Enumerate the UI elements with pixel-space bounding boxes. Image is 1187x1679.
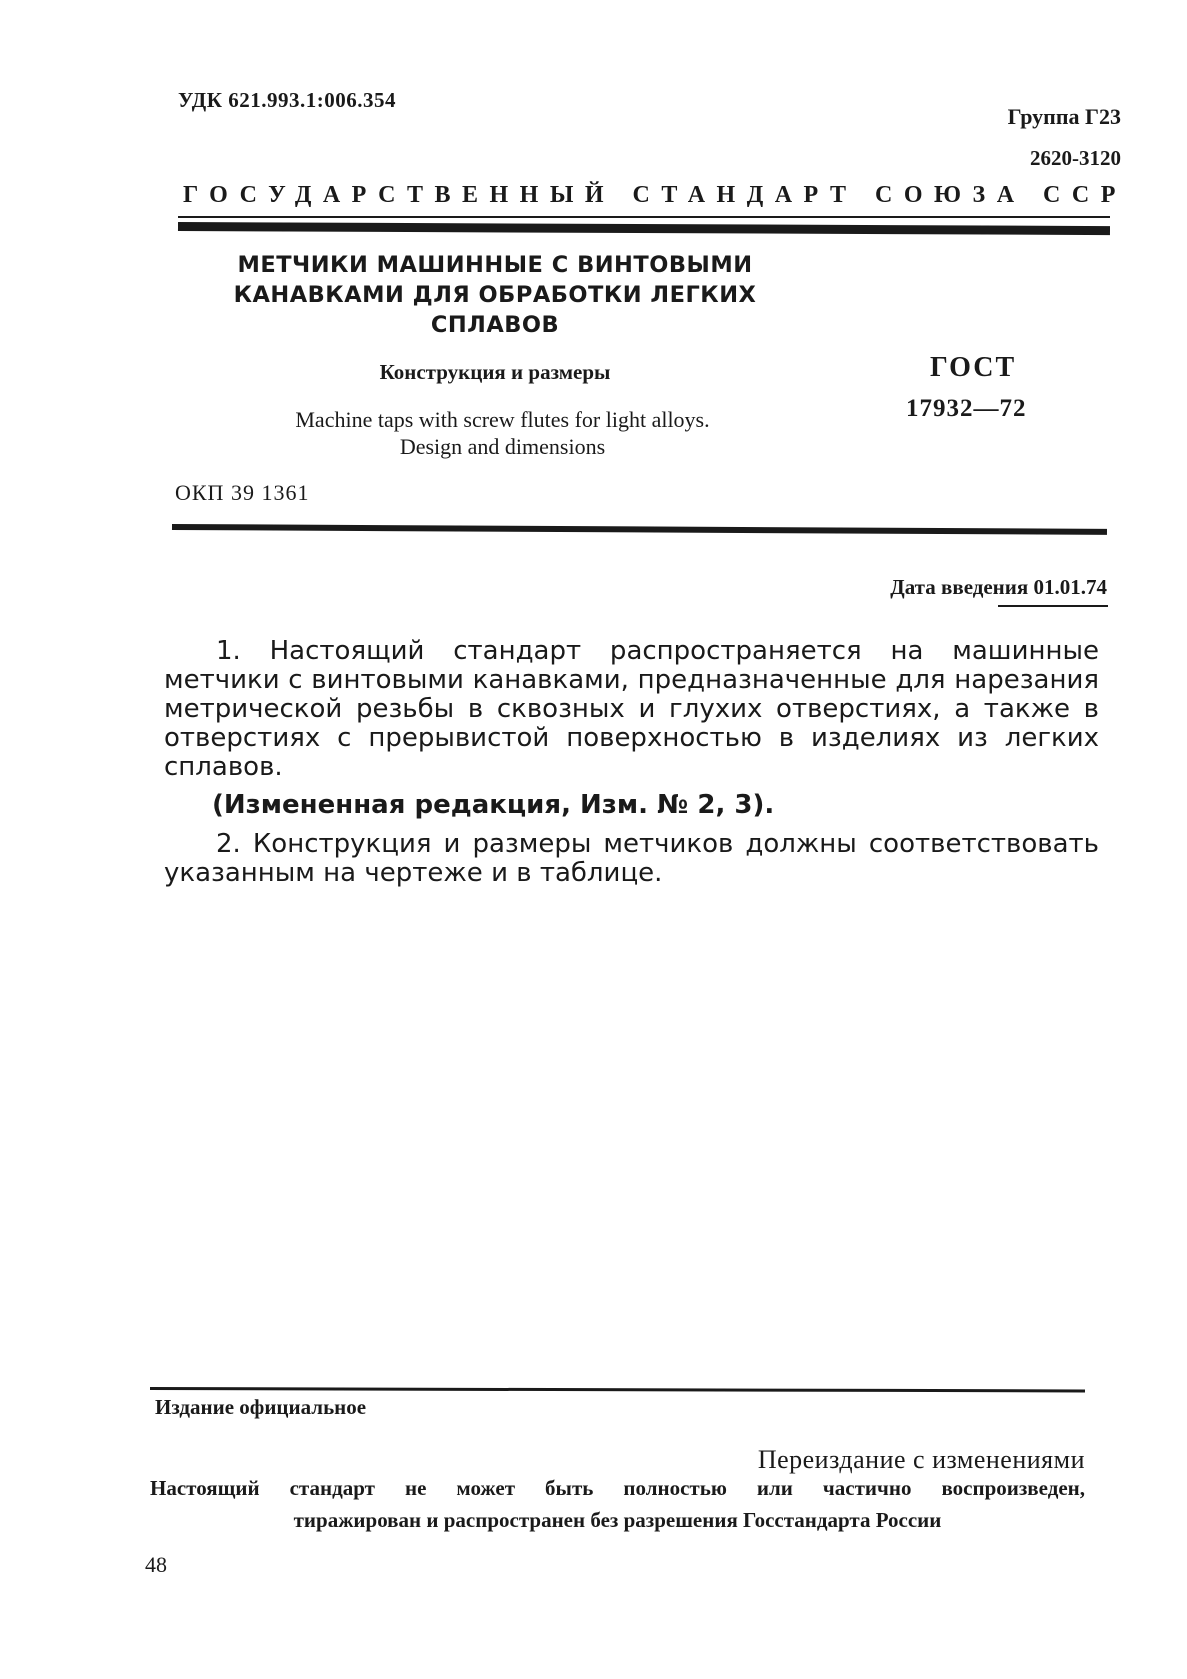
introduction-date: Дата введения 01.01.74 <box>890 575 1107 599</box>
gost-label: ГОСТ <box>930 352 1017 383</box>
copyright-notice-line-2: тиражирован и распространен без разрешения Госстандарта России <box>293 1508 942 1532</box>
paragraph-1: 1. Настоящий стандарт распространяется на машинные метчики с винтовыми канавками, предназначенные для нарезания метрической резьбы в сквозных и глухих отверстиях, а также в отверстиях с прерывистой поверхностью в изделиях из легких сплавов. <box>164 636 1099 782</box>
copyright-notice-line-1: Настоящий стандарт не может быть полностью или частично воспроизведен, <box>150 1476 1085 1500</box>
title-rule <box>172 524 1107 535</box>
footer-rule <box>150 1387 1085 1392</box>
english-title-line: Machine taps with screw flutes for light alloys. <box>295 407 710 432</box>
title-line: КАНАВКАМИ ДЛЯ ОБРАБОТКИ ЛЕГКИХ <box>233 282 757 308</box>
document-subtitle: Конструкция и размеры <box>379 360 611 384</box>
paragraph-2: 2. Конструкция и размеры метчиков должны соответствовать указанным на чертеже и в таблице. <box>164 829 1099 888</box>
english-title <box>220 406 785 460</box>
state-standard-heading: ГОСУДАРСТВЕННЫЙ СТАНДАРТ СОЮЗА ССР <box>183 182 1127 208</box>
gost-number: 17932—72 <box>906 395 1027 422</box>
reissue-label: Переиздание с изменениями <box>757 1445 1085 1474</box>
official-edition-label: Издание официальное <box>155 1395 367 1419</box>
okp-code: ОКП 39 1361 <box>175 480 310 505</box>
classification-code: 2620-3120 <box>1030 146 1121 170</box>
title-line: СПЛАВОВ <box>430 312 560 338</box>
english-title-line: Design and dimensions <box>399 434 606 459</box>
edition-note: (Измененная редакция, Изм. № 2, 3). <box>212 790 775 820</box>
document-title <box>230 250 760 340</box>
header-rule-thin <box>178 216 1110 218</box>
group-label: Группа Г23 <box>1007 104 1121 129</box>
header-rule-thick <box>178 222 1110 235</box>
udk-code: УДК 621.993.1:006.354 <box>178 88 396 112</box>
page-number: 48 <box>145 1552 167 1577</box>
date-underline <box>998 605 1108 607</box>
title-line: МЕТЧИКИ МАШИННЫЕ С ВИНТОВЫМИ <box>237 252 753 278</box>
